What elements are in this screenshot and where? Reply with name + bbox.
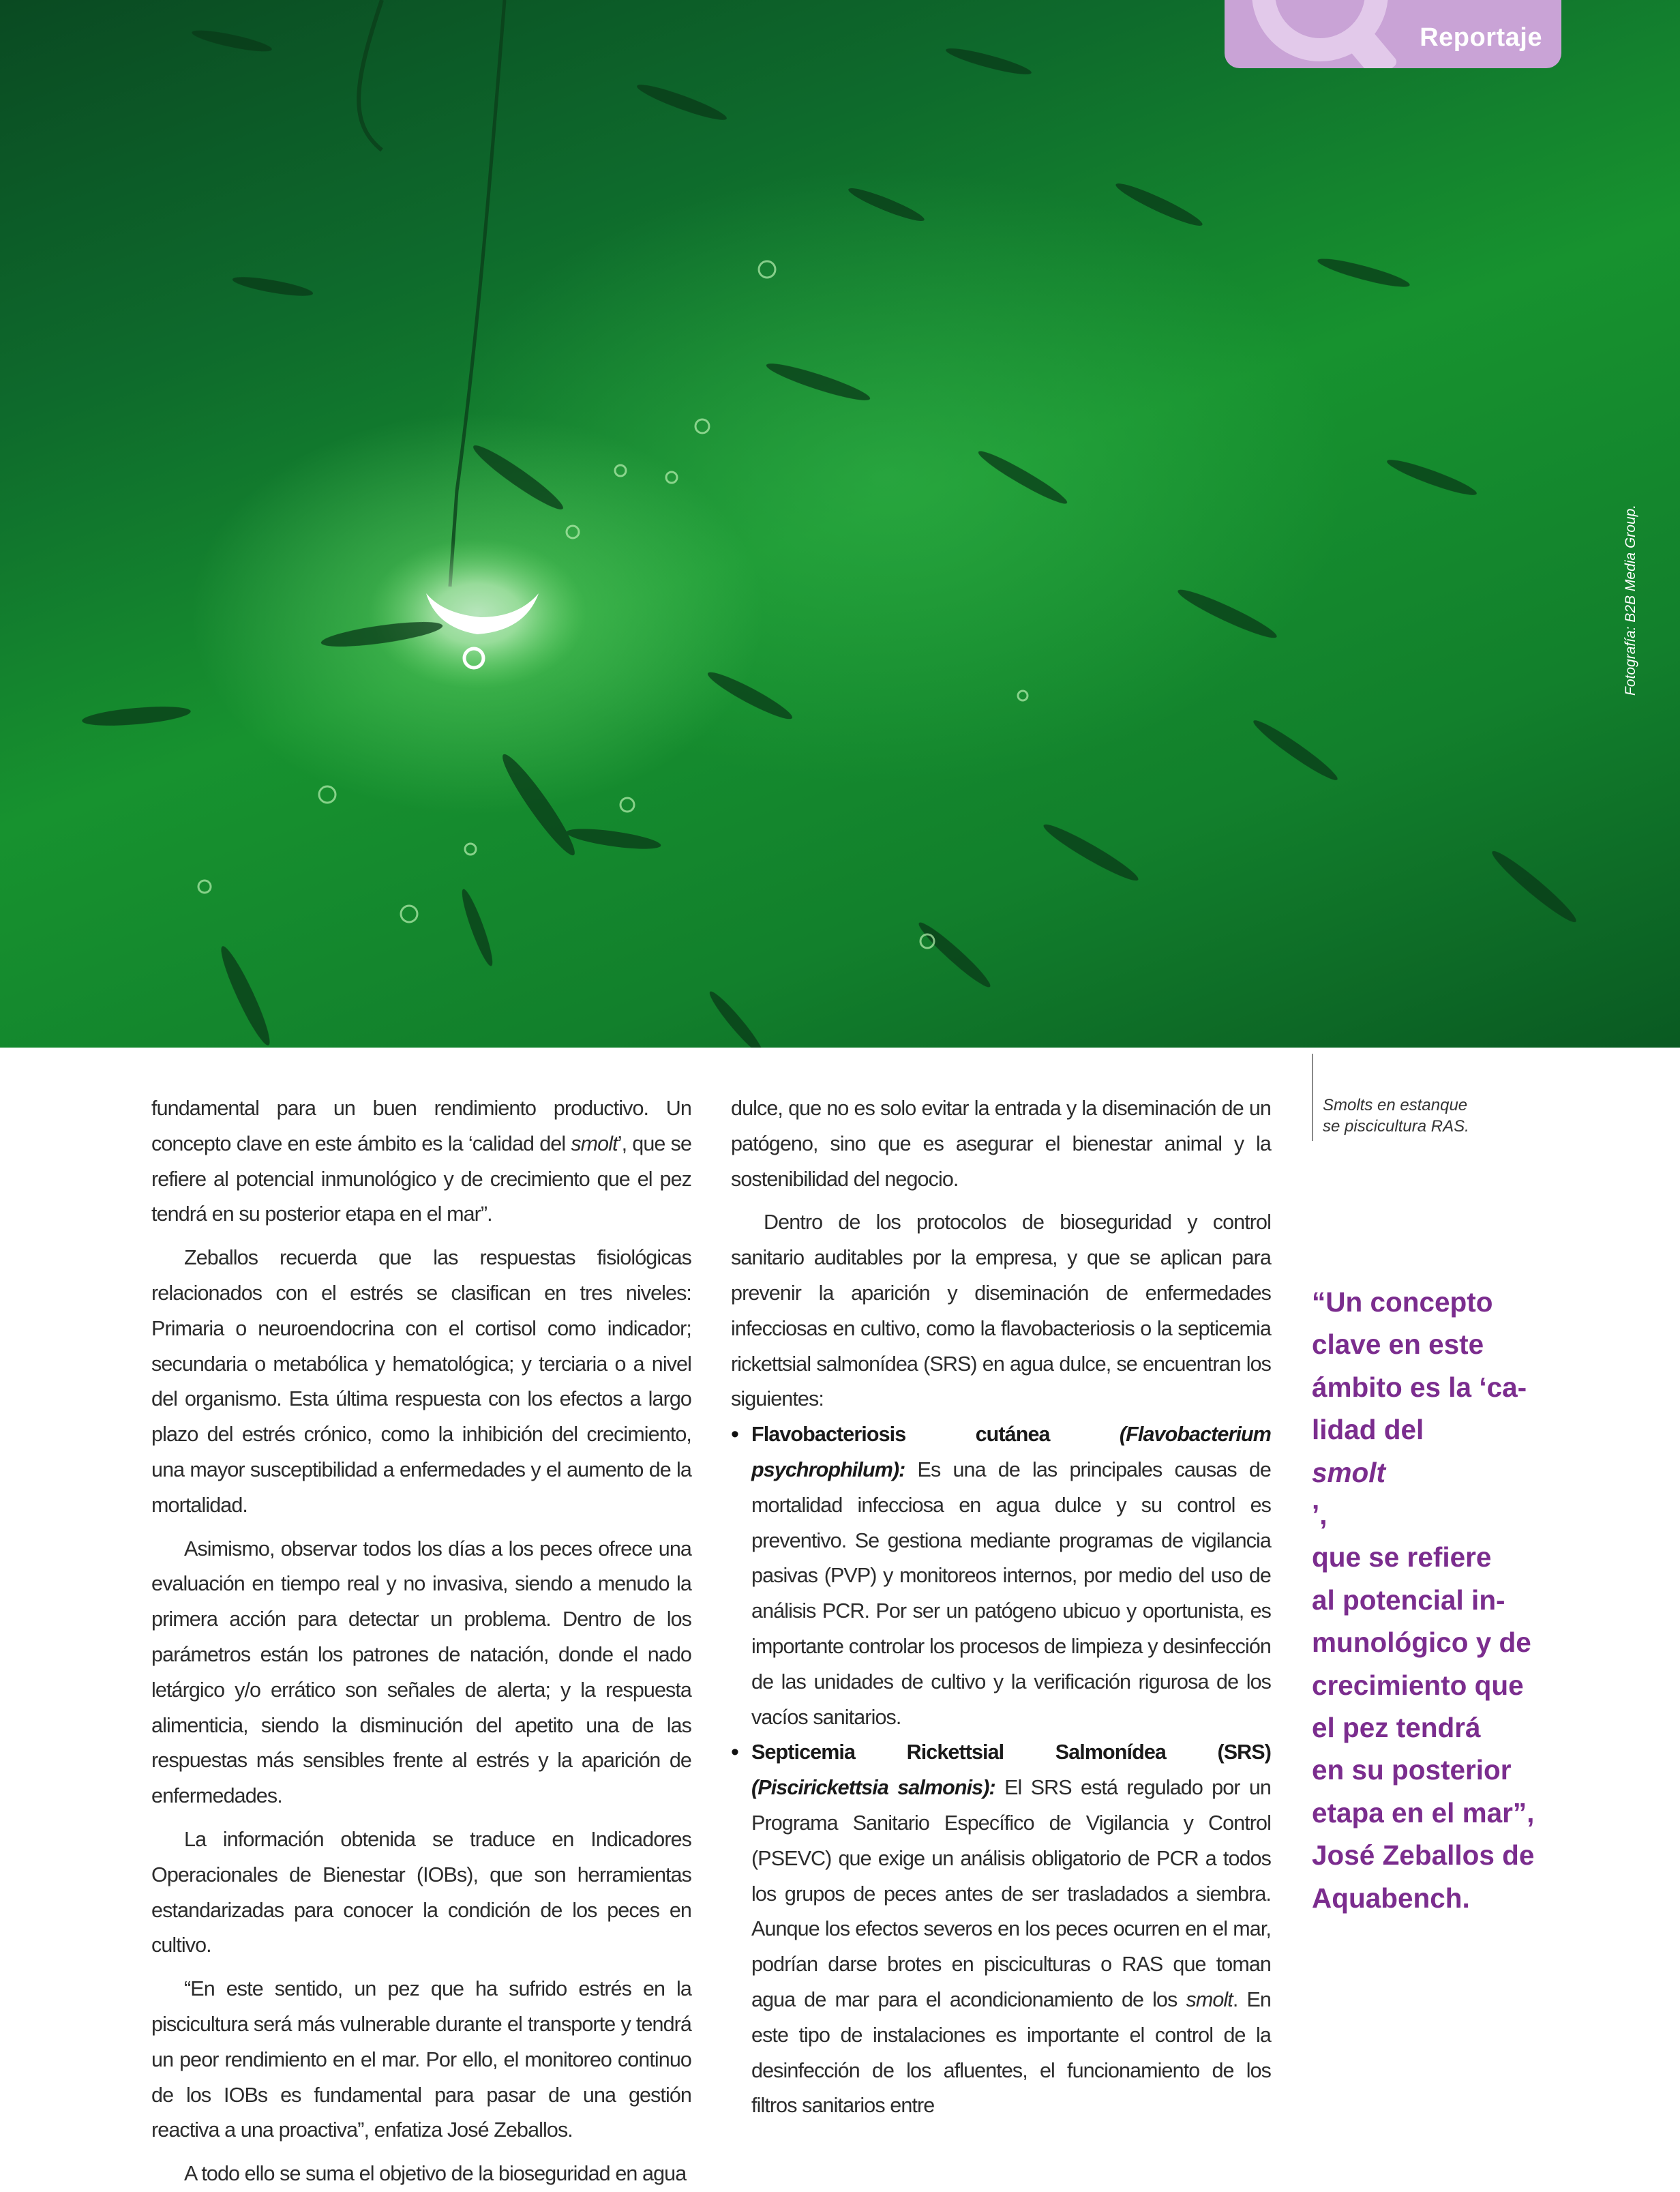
pull-quote (1312, 1281, 1585, 1919)
quote-italic-term: smolt (1312, 1456, 1386, 1488)
list-item (731, 1735, 1271, 2124)
quote-line: ámbito es la ‘ca- (1312, 1371, 1527, 1403)
paragraph: Dentro de los protocolos de bioseguridad y control sanitario auditables por la empresa, y que se aplican para prevenir la aparición y diseminación de enfermedades infecciosas en cultivo, como la flavobacteriosis o la septicemia rickettsial salmonídea (SRS) en agua dulce, se encuentran los siguientes: (731, 1211, 1271, 1411)
photo-caption (1323, 1095, 1541, 1137)
text-run: ’, que se refiere al potencial inmunológico y de crecimiento que el pez tendrá en su posterior etapa en el mar”. (151, 1131, 692, 1226)
italic-term: smolt (571, 1131, 618, 1155)
section-tab-label: Reportaje (1420, 23, 1542, 52)
quote-line: munológico y de (1312, 1627, 1531, 1659)
quote-line: en su posterior (1312, 1754, 1512, 1786)
bullet-scientific-name: (Piscirickettsia salmonis): (751, 1776, 995, 1800)
quote-line: clave en este (1312, 1329, 1484, 1361)
bullet-scientific-name: (Flavobacterium psychrophilum): (751, 1423, 1271, 1481)
magazine-logo-letter (1252, 0, 1388, 61)
quote-line (1312, 1408, 1585, 1536)
quote-line: etapa en el mar”, (1312, 1796, 1535, 1828)
fish-school-illustration (0, 0, 1680, 1048)
bullet-text: . En este tipo de instalaciones es importante el control de la desinfección de los afluentes, el funcionamiento de los filtros sanitarios entre (751, 1987, 1271, 2118)
quote-line: José Zeballos de (1312, 1839, 1535, 1871)
bullet-text: El SRS está regulado por un Programa Sanitario Específico de Vigilancia y Control (PSEVC) que exige un análisis obligatorio de PCR a todos los grupos de peces antes de ser trasladados a siembra. Aunque los efectos severos en los peces ocurren en el mar, podrían darse brotes en pisciculturas o RAS que toman agua de mar para el acondicionamiento de los (751, 1776, 1271, 2011)
paragraph: Zeballos recuerda que las respuestas fisiológicas relacionados con el estrés se clasifican en tres niveles: Primaria o neuroendocrina con el cortisol como indicador; secundaria o metabólica y hematológica; y terciaria o a nivel del organismo. Esta última respuesta con los efectos a largo plazo del estrés crónico, como la inhibición del crecimiento, una mayor susceptibilidad a enfermedades y el aumento de la mortalidad. (151, 1246, 691, 1517)
bullet-title: Flavobacteriosis cutánea (751, 1423, 1120, 1447)
quote-line: el pez tendrá (1312, 1712, 1481, 1744)
quote-line: al potencial in- (1312, 1584, 1505, 1616)
paragraph (151, 1091, 691, 1232)
paragraph: “En este sentido, un pez que ha sufrido estrés en la piscicultura será más vulnerable durante el transporte y tendrá un peor rendimiento en el mar. Por ello, el monitoreo continuo de los IOBs es fundamental para pasar de una gestión reactiva a una proactiva”, enfatiza José Zeballos. (151, 1977, 691, 2142)
photo-credit: Fotografía: B2B Media Group. (1623, 504, 1638, 696)
italic-term: smolt (1186, 1987, 1233, 2011)
article-column-1 (151, 1091, 691, 2192)
quote-text: ’, (1312, 1499, 1328, 1531)
quote-line: que se refiere (1312, 1541, 1492, 1573)
paragraph: A todo ello se suma el objetivo de la bioseguridad en agua (184, 2162, 687, 2186)
paragraph: dulce, que no es solo evitar la entrada y la diseminación de un patógeno, sino que es asegurar el bienestar animal y la sostenibilidad del negocio. (731, 1097, 1271, 1191)
bullet-title: Septicemia Rickettsial Salmonídea (SRS) (751, 1741, 1271, 1764)
caption-line: Smolts en estanque (1323, 1096, 1468, 1114)
paragraph: Asimismo, observar todos los días a los peces ofrece una evaluación en tiempo real y no invasiva, siendo a menudo la primera acción para detectar un problema. Dentro de los parámetros están los patrones de natación, donde el nado letárgico y/o errático son señales de alerta; y la respuesta alimenticia, siendo la disminución del apetito una de las respuestas más sensibles frente al estrés y la aparición de enfermedades. (151, 1537, 691, 1808)
caption-line: se piscicultura RAS. (1323, 1117, 1469, 1136)
text-run: fundamental para un buen rendimiento productivo. Un concepto clave en este ámbito es la ‘calidad del (151, 1097, 691, 1155)
hero-photo (0, 0, 1680, 1048)
list-item (731, 1417, 1271, 1735)
quote-text: lidad del (1312, 1414, 1424, 1446)
caption-divider (1312, 1054, 1313, 1141)
bullet-list (731, 1417, 1271, 2124)
paragraph: La información obtenida se traduce en Indicadores Operacionales de Bienestar (IOBs), que son herramientas estandarizadas para conocer la condición de los peces en cultivo. (151, 1827, 691, 1957)
quote-line: crecimiento que (1312, 1669, 1524, 1701)
article-column-2 (731, 1091, 1271, 2124)
quote-line: “Un concepto (1312, 1286, 1493, 1318)
section-tab (1225, 0, 1561, 68)
bullet-text: Es una de las principales causas de mortalidad infecciosa en agua dulce y su control es preventivo. Se gestiona mediante programas de vigilancia pasivas (PVP) y monitoreos internos, por medio del uso de análisis PCR. Por ser un patógeno ubicuo y oportunista, es importante controlar los procesos de limpieza y desinfección de las unidades de cultivo y la verificación rigurosa de los vacíos sanitarios. (751, 1457, 1271, 1729)
quote-line: Aquabench. (1312, 1882, 1470, 1914)
